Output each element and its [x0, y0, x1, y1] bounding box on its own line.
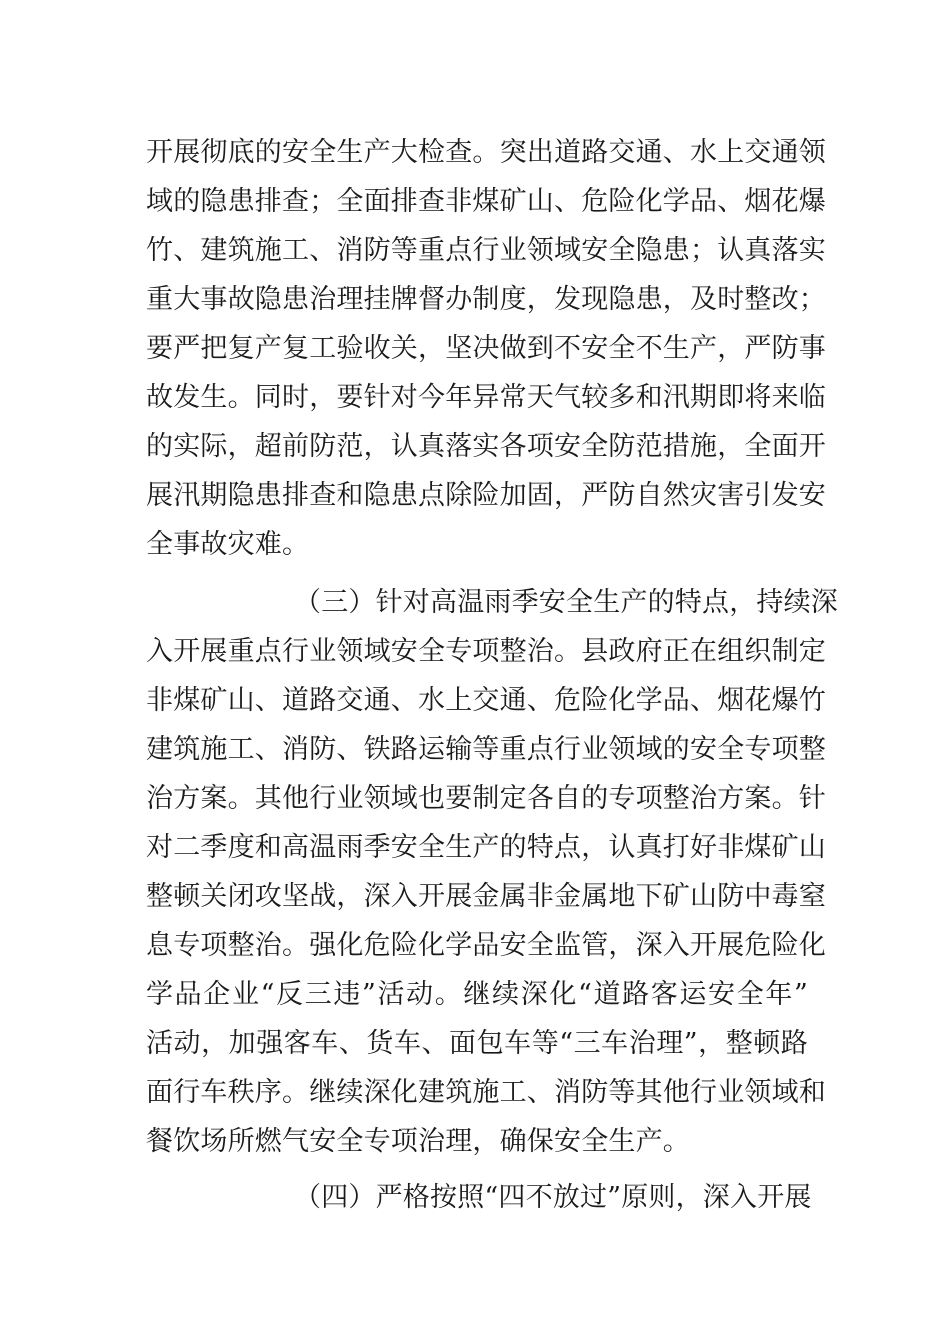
- text-line: 治方案。其他行业领域也要制定各自的专项整治方案。针: [146, 783, 826, 814]
- text-line: 活动，加强客车、货车、面包车等“三车治理”，整顿路: [146, 1028, 808, 1059]
- text-line: 开展彻底的安全生产大检查。突出道路交通、水上交通领: [146, 137, 826, 168]
- text-line: 整顿关闭攻坚战，深入开展金属非金属地下矿山防中毒窒: [146, 881, 826, 912]
- text-line: 餐饮场所燃气安全专项治理，确保安全生产。: [146, 1126, 690, 1157]
- text-line: 重大事故隐患治理挂牌督办制度，发现隐患，及时整改；: [146, 284, 826, 315]
- text-line: 对二季度和高温雨季安全生产的特点，认真打好非煤矿山: [146, 832, 826, 863]
- text-line: 展汛期隐患排查和隐患点除险加固，严防自然灾害引发安: [146, 480, 826, 511]
- text-line: 学品企业“反三违”活动。继续深化“道路客运安全年”: [146, 979, 808, 1010]
- text-line: 面行车秩序。继续深化建筑施工、消防等其他行业领域和: [146, 1077, 826, 1108]
- text-line: 非煤矿山、道路交通、水上交通、危险化学品、烟花爆竹: [146, 685, 826, 716]
- text-line: 息专项整治。强化危险化学品安全监管，深入开展危险化: [146, 930, 826, 961]
- text-line: 全事故灾难。: [146, 529, 310, 560]
- section-heading-line: （三）针对高温雨季安全生产的特点，持续深: [294, 587, 838, 618]
- text-line: 建筑施工、消防、铁路运输等重点行业领域的安全专项整: [146, 734, 826, 765]
- text-line: 的实际，超前防范，认真落实各项安全防范措施，全面开: [146, 431, 826, 462]
- paragraph-2: [146, 578, 838, 1166]
- text-line: 故发生。同时，要针对今年异常天气较多和汛期即将来临: [146, 382, 826, 413]
- paragraph-3: [146, 1173, 812, 1222]
- text-line: 域的隐患排查；全面排查非煤矿山、危险化学品、烟花爆: [146, 186, 826, 217]
- text-line: 入开展重点行业领域安全专项整治。县政府正在组织制定: [146, 636, 826, 667]
- paragraph-1: [146, 128, 826, 569]
- section-heading-line: （四）严格按照“四不放过”原则，深入开展: [294, 1182, 812, 1213]
- text-line: 竹、建筑施工、消防等重点行业领域安全隐患；认真落实: [146, 235, 826, 266]
- text-line: 要严把复产复工验收关，坚决做到不安全不生产，严防事: [146, 333, 826, 364]
